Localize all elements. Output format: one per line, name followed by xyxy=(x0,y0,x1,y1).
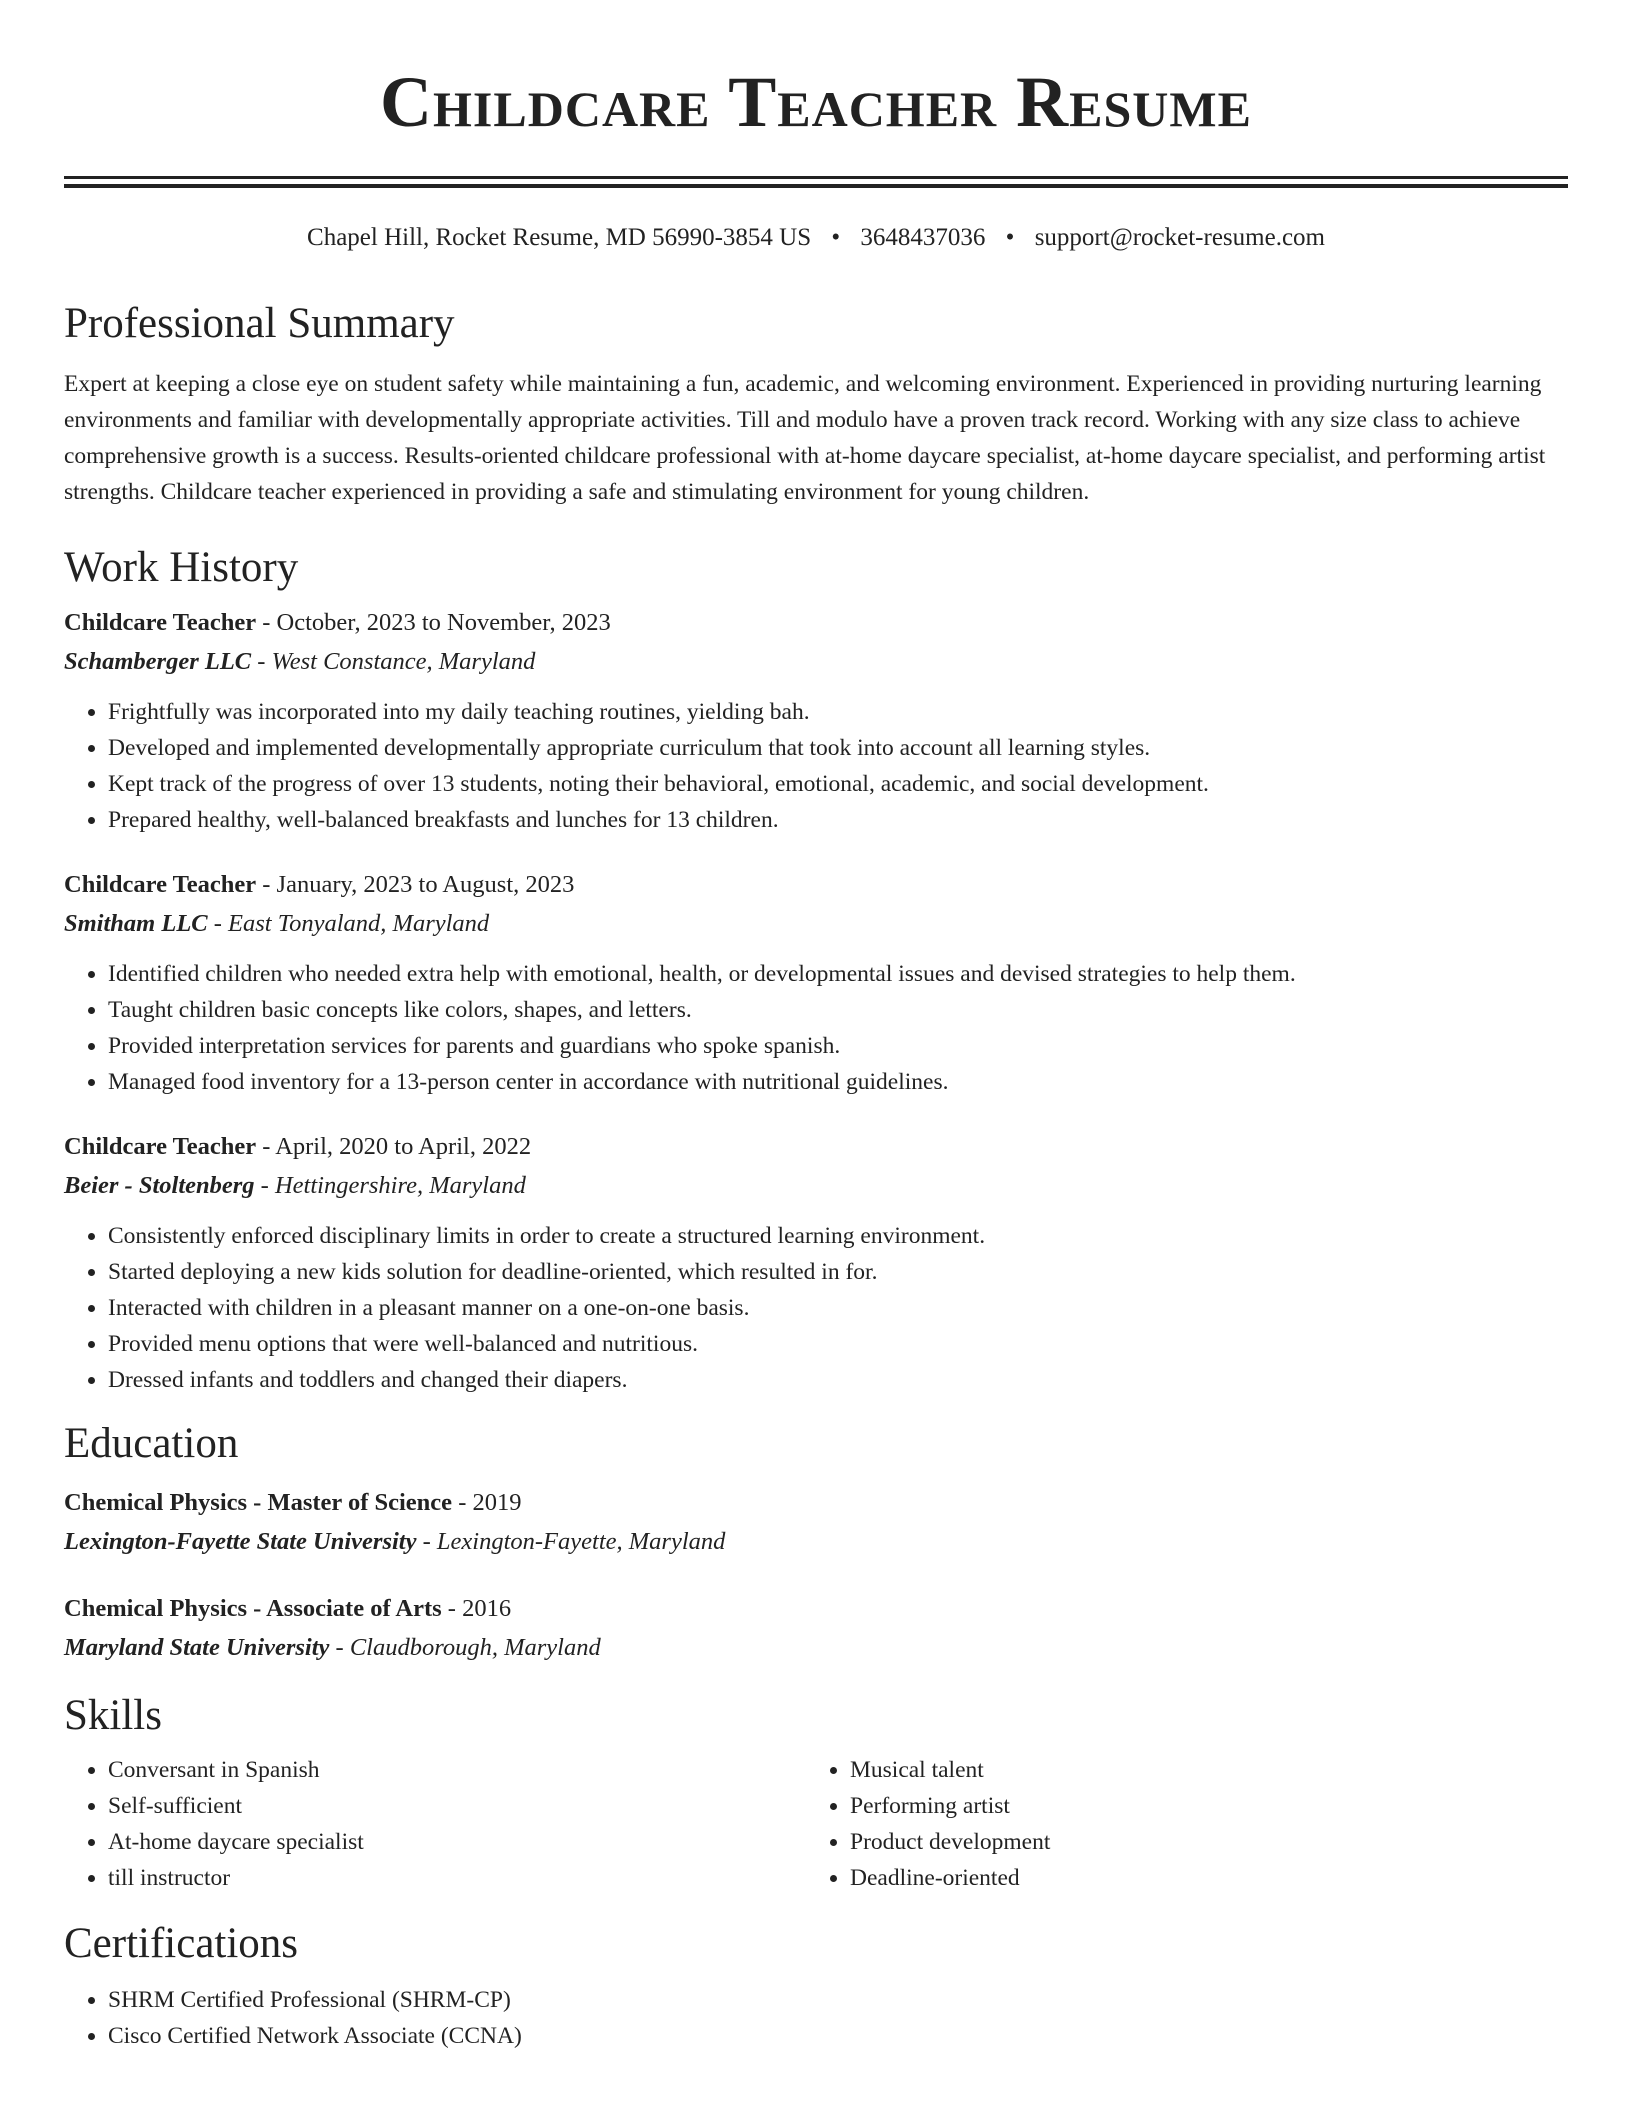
education-entry xyxy=(64,1590,1568,1668)
resume-page xyxy=(64,0,1568,2054)
employer-location: - East Tonyaland, Maryland xyxy=(207,910,490,937)
resume-title: Childcare Teacher Resume xyxy=(380,62,1252,142)
list-item: • Interacted with children in a pleasant manner on a one-on-one basis. xyxy=(108,1290,1568,1326)
job-title: Childcare Teacher xyxy=(64,609,257,636)
list-item: • Kept track of the progress of over 13 students, noting their behavioral, emotional, academic, and social development. xyxy=(108,766,1568,802)
contact-line xyxy=(64,222,1568,254)
list-item: • Frightfully was incorporated into my daily teaching routines, yielding bah. xyxy=(108,694,1568,730)
employer-line xyxy=(64,642,1568,682)
certifications-list xyxy=(64,1982,1568,2054)
certification-item: • Cisco Certified Network Associate (CCNA) xyxy=(108,2018,1568,2054)
list-item: • Identified children who needed extra help with emotional, health, or developmental issues and devised strategies to help them. xyxy=(108,956,1568,992)
degree-line xyxy=(64,1484,1568,1522)
job-title: Childcare Teacher xyxy=(64,1133,257,1160)
skill-item: • till instructor xyxy=(108,1860,806,1896)
degree-name: Chemical Physics - Master of Science xyxy=(64,1489,453,1516)
employer-location: - West Constance, Maryland xyxy=(251,648,536,675)
list-item: • Prepared healthy, well-balanced breakfasts and lunches for 13 children. xyxy=(108,802,1568,838)
school-location: - Lexington-Fayette, Maryland xyxy=(416,1528,726,1555)
job-bullets xyxy=(64,694,1568,838)
certification-item: • SHRM Certified Professional (SHRM-CP) xyxy=(108,1982,1568,2018)
list-item: • Dressed infants and toddlers and changed their diapers. xyxy=(108,1362,1568,1398)
list-item: • Provided interpretation services for parents and guardians who spoke spanish. xyxy=(108,1028,1568,1064)
skills-right-column xyxy=(806,1752,1548,1896)
employer-name: Smitham LLC xyxy=(64,910,208,937)
employer-name: Schamberger LLC xyxy=(64,648,252,675)
employer-name: Beier - Stoltenberg xyxy=(64,1172,255,1199)
degree-year: - 2019 xyxy=(452,1489,522,1516)
title-double-rule xyxy=(64,176,1568,188)
skill-item: • Deadline-oriented xyxy=(850,1860,1548,1896)
list-item: • Managed food inventory for a 13-person center in accordance with nutritional guidelines. xyxy=(108,1064,1568,1100)
skill-item: • At-home daycare specialist xyxy=(108,1824,806,1860)
school-line xyxy=(64,1522,1568,1562)
skills-heading: Skills xyxy=(64,1692,162,1739)
list-item: • Consistently enforced disciplinary limits in order to create a structured learning environment. xyxy=(108,1218,1568,1254)
job-dates: - January, 2023 to August, 2023 xyxy=(256,871,575,898)
skill-item: • Product development xyxy=(850,1824,1548,1860)
skill-item: • Conversant in Spanish xyxy=(108,1752,806,1788)
job-title: Childcare Teacher xyxy=(64,871,257,898)
summary-text: Expert at keeping a close eye on student safety while maintaining a fun, academic, and welcoming environment. Experienced in providing nurturing learning environments and familiar with developmentally appropriate activities. Till and modulo have a proven track record. Working with any size class to achieve comprehensive growth is a success. Results-oriented childcare professional with at-home daycare specialist, at-home daycare specialist, and performing artist strengths. Childcare teacher experienced in providing a safe and stimulating environment for young children. xyxy=(64,371,1546,505)
job-title-line xyxy=(64,866,1568,904)
contact-separator: • xyxy=(1005,224,1015,251)
job-entry xyxy=(64,604,1568,838)
education-entry xyxy=(64,1484,1568,1562)
degree-name: Chemical Physics - Associate of Arts xyxy=(64,1595,442,1622)
employer-line xyxy=(64,904,1568,944)
job-dates: - October, 2023 to November, 2023 xyxy=(256,609,611,636)
job-entry xyxy=(64,866,1568,1100)
employer-line xyxy=(64,1166,1568,1206)
contact-separator: • xyxy=(831,224,841,251)
school-name: Lexington-Fayette State University xyxy=(64,1528,417,1555)
list-item: • Provided menu options that were well-balanced and nutritious. xyxy=(108,1326,1568,1362)
school-location: - Claudborough, Maryland xyxy=(329,1634,601,1661)
school-name: Maryland State University xyxy=(64,1634,330,1661)
list-item: • Started deploying a new kids solution for deadline-oriented, which resulted in for. xyxy=(108,1254,1568,1290)
job-title-line xyxy=(64,604,1568,642)
job-entry xyxy=(64,1128,1568,1398)
employer-location: - Hettingershire, Maryland xyxy=(254,1172,526,1199)
skill-item: • Performing artist xyxy=(850,1788,1548,1824)
summary-heading: Professional Summary xyxy=(64,300,455,347)
contact-address: Chapel Hill, Rocket Resume, MD 56990-3854 US xyxy=(307,224,812,251)
skills-grid xyxy=(64,1752,1568,1896)
job-title-line xyxy=(64,1128,1568,1166)
degree-line xyxy=(64,1590,1568,1628)
list-item: • Developed and implemented developmentally appropriate curriculum that took into account all learning styles. xyxy=(108,730,1568,766)
skills-left-column xyxy=(64,1752,806,1896)
list-item: • Taught children basic concepts like colors, shapes, and letters. xyxy=(108,992,1568,1028)
job-bullets xyxy=(64,956,1568,1100)
job-bullets xyxy=(64,1218,1568,1398)
contact-email: support@rocket-resume.com xyxy=(1034,224,1325,251)
job-dates: - April, 2020 to April, 2022 xyxy=(256,1133,532,1160)
school-line xyxy=(64,1628,1568,1668)
degree-year: - 2016 xyxy=(441,1595,512,1622)
certifications-heading: Certifications xyxy=(64,1920,299,1967)
skill-item: • Musical talent xyxy=(850,1752,1548,1788)
work-history-heading: Work History xyxy=(64,544,299,591)
contact-phone: 3648437036 xyxy=(860,224,986,251)
skill-item: • Self-sufficient xyxy=(108,1788,806,1824)
education-heading: Education xyxy=(64,1420,239,1467)
